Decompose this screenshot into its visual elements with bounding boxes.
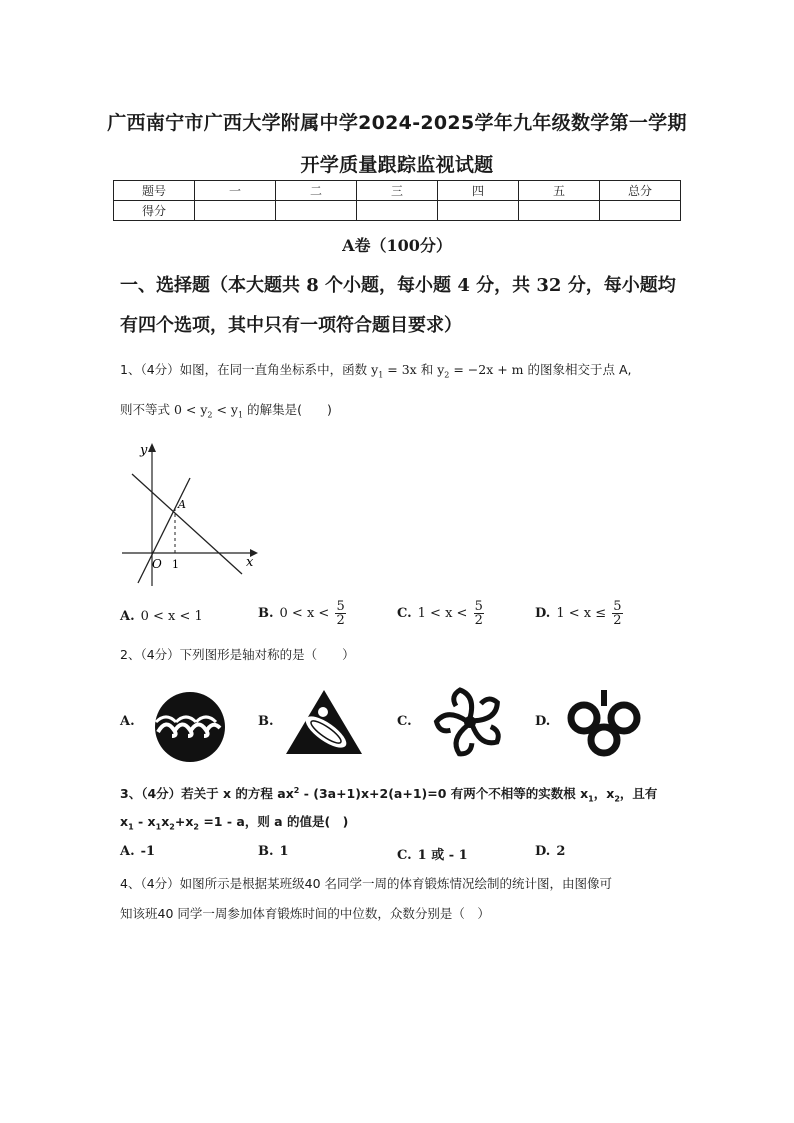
score-cell[interactable]: [438, 201, 519, 221]
q1-coordinate-graph: [118, 438, 268, 590]
line-y2: [132, 474, 242, 574]
triangle-symbol: [284, 688, 364, 756]
q1-line2: [120, 400, 680, 426]
q1-func2: $y_2 = -2x + m$: [437, 362, 524, 380]
q1-line2-suffix: 的解集是( ): [243, 402, 332, 417]
x-axis-label: x: [246, 555, 254, 570]
score-header-cell: 四: [438, 181, 519, 201]
q4-line1: 4、（4分）如图所示是根据某班级40 名同学一周的体育锻炼情况绘制的统计图，由图像可: [120, 876, 613, 891]
q3-line1: 3、（4分）若关于 x 的方程 $ax^2 - (3a+1)x+2(a+1)=0$ 有两个不相等的实数根 $x_1$，$x_2$，且有: [120, 786, 658, 804]
origin-label: O: [152, 557, 162, 571]
q1-prefix: 1、（4分）如图，在同一直角坐标系中，函数: [120, 362, 368, 377]
score-header-cell: 总分: [600, 181, 681, 201]
score-cell[interactable]: [276, 201, 357, 221]
q1-option-d[interactable]: D. 1 < x ≤ $\frac{5}{2}$: [535, 599, 622, 628]
q1-option-c[interactable]: C. 1 < x < $\frac{5}{2}$: [397, 599, 483, 628]
y-axis-arrow: [148, 443, 156, 452]
part1-heading-line2: 有四个选项，其中只有一项符合题目要求）: [120, 315, 462, 336]
section-a-heading: A卷（100分）: [342, 236, 452, 255]
q3-option-a[interactable]: A. -1: [120, 844, 156, 859]
exam-title-line1: 广西南宁市广西大学附属中学2024-2025学年九年级数学第一学期: [107, 112, 687, 134]
q3-line2: $x_1 - x_1x_2+x_2 =1 - a$，则 a 的值是( ): [120, 814, 349, 832]
score-header-cell: 二: [276, 181, 357, 201]
score-table-header-row: [114, 181, 681, 201]
score-header-cell: 三: [357, 181, 438, 201]
q1-func1: $y_1 = 3x$: [371, 362, 417, 380]
q2-option-d-label[interactable]: D.: [535, 714, 551, 729]
score-table: [113, 180, 681, 221]
q3-option-b[interactable]: B. 1: [258, 844, 289, 859]
q2-option-b-label[interactable]: B.: [258, 714, 274, 729]
score-header-cell: 一: [195, 181, 276, 201]
q1-line1: [120, 360, 680, 386]
q2-option-a-label[interactable]: A.: [120, 714, 135, 729]
three-ring-symbol: [564, 688, 644, 758]
score-table-score-row: [114, 201, 681, 221]
exam-title-line2: 开学质量跟踪监视试题: [300, 154, 494, 176]
q3-option-c[interactable]: C. 1 或 - 1: [397, 848, 468, 863]
score-cell[interactable]: [600, 201, 681, 221]
wave-circle-symbol: [150, 692, 230, 762]
q1-inequality: $0 < y_2 < y_1$: [173, 402, 244, 420]
score-header-cell: 题号: [114, 181, 195, 201]
q3-option-d[interactable]: D. 2: [535, 844, 566, 859]
tick-1-label: 1: [172, 558, 179, 571]
score-header-cell: 五: [519, 181, 600, 201]
q1-option-a[interactable]: A. 0 < x < 1: [120, 609, 203, 624]
pinwheel-flower-symbol: [432, 686, 508, 758]
point-a-label: A: [178, 498, 186, 511]
part1-heading-line1: 一、选择题（本大题共 8 个小题，每小题 4 分，共 32 分，每小题均: [120, 275, 676, 296]
q2-option-c-label[interactable]: C.: [397, 714, 412, 729]
q1-option-b[interactable]: B. 0 < x < $\frac{5}{2}$: [258, 599, 345, 628]
line-y1: [138, 478, 190, 583]
score-cell[interactable]: [519, 201, 600, 221]
q1-and: 和: [416, 362, 438, 377]
y-axis-label: y: [140, 443, 148, 458]
q2-stem: 2、（4分）下列图形是轴对称的是（ ）: [120, 647, 355, 662]
q1-line2-prefix: 则不等式: [120, 402, 174, 417]
score-row-label: 得分: [114, 201, 195, 221]
q4-line2: 知该班40 同学一周参加体育锻炼时间的中位数，众数分别是（ ）: [120, 906, 490, 921]
q1-suffix: 的图象相交于点 A,: [523, 362, 632, 377]
score-cell[interactable]: [195, 201, 276, 221]
score-cell[interactable]: [357, 201, 438, 221]
